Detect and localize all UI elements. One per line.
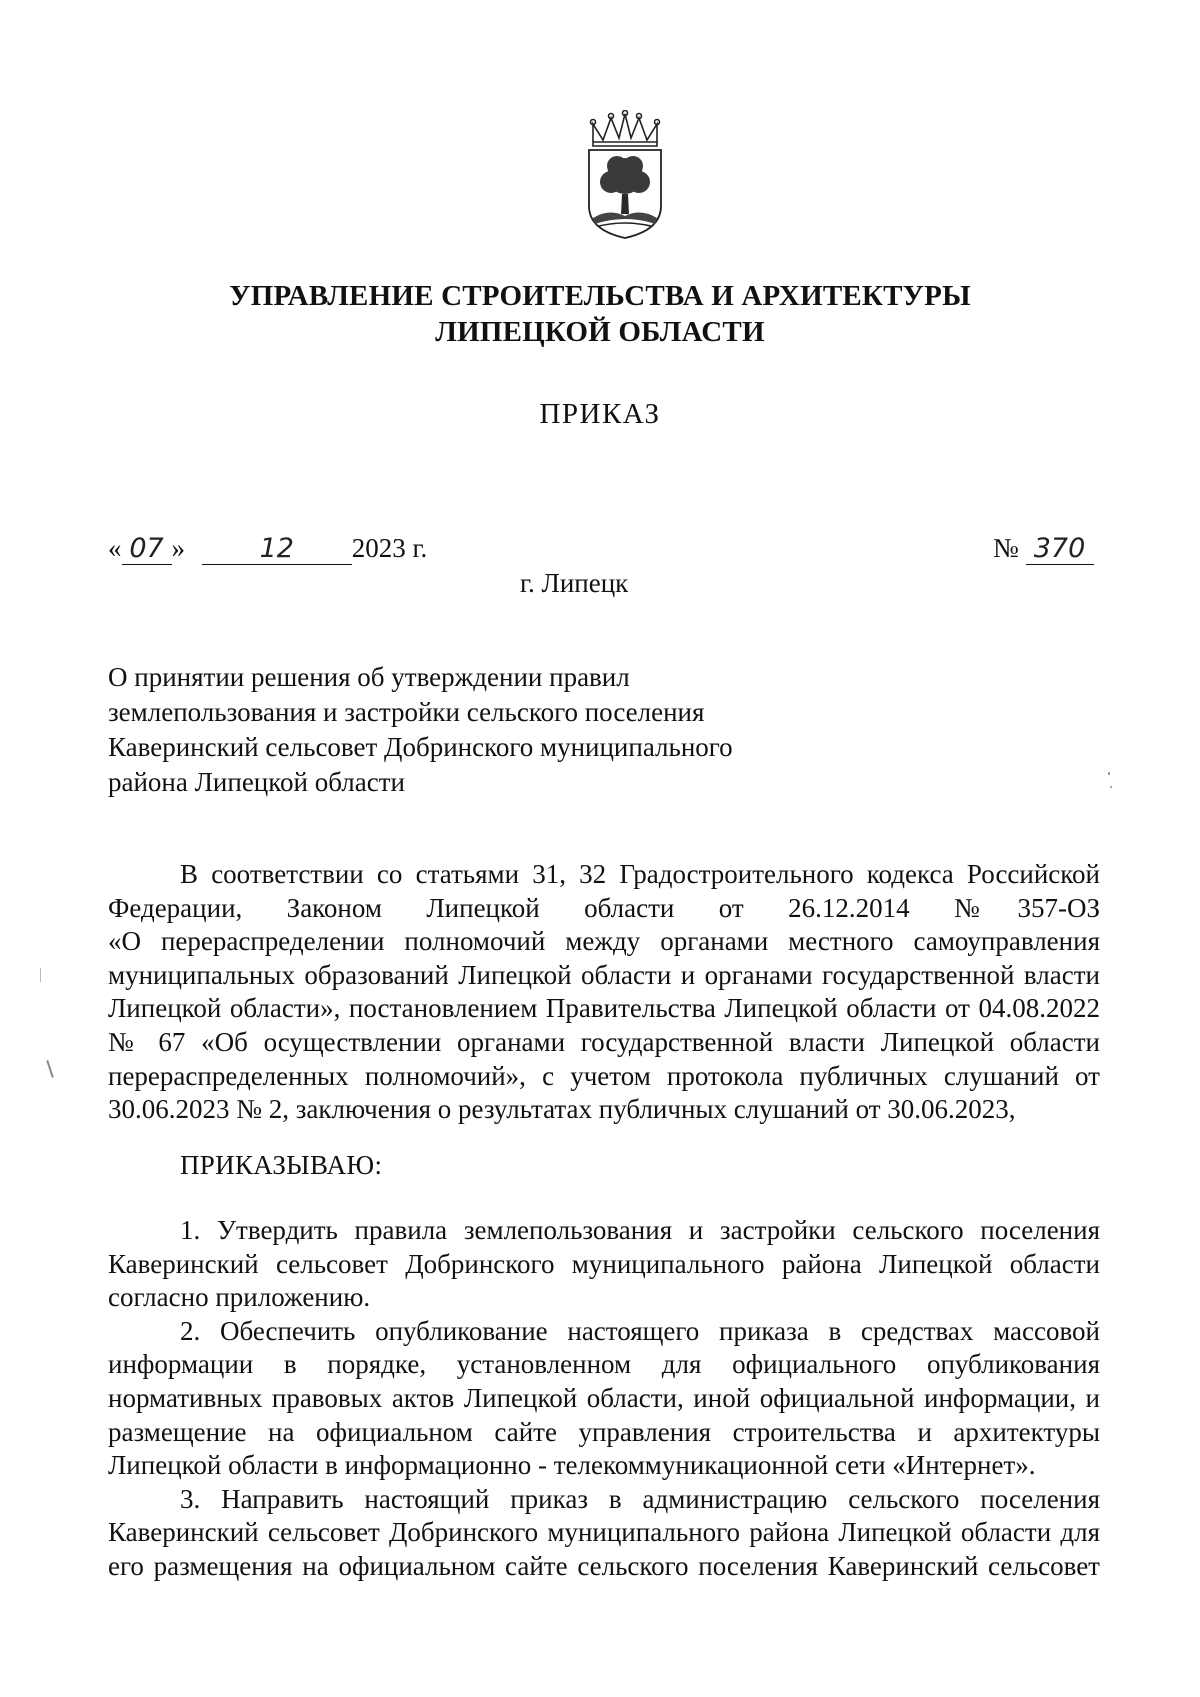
order-word: ПРИКАЗЫВАЮ: [180, 1150, 383, 1180]
date-open-quote: « [108, 533, 122, 563]
document-number [993, 533, 1094, 565]
preamble-paragraph [108, 858, 1100, 1127]
date-close-quote: » [171, 533, 185, 563]
item-line: размещение на официальном сайте управления строительства и архитектуры [108, 1416, 1100, 1447]
text-line: перераспределенных полномочий», с учетом протокола публичных слушаний от [108, 1060, 1100, 1091]
text-line: В соответствии со статьями 31, 32 Градостроительного кодекса Российской [180, 859, 1100, 889]
lipetsk-coat-of-arms-icon [575, 110, 675, 242]
item-line: Каверинский сельсовет Добринского муниципального района Липецкой области для [108, 1517, 1100, 1548]
text-line: Федерации, Законом Липецкой области от 26.12.2014 №357-ОЗ [108, 892, 1100, 923]
subject-line: района Липецкой области [108, 767, 405, 797]
scan-speck [1108, 772, 1110, 775]
date-month: 12 [202, 533, 352, 565]
scan-speck [1110, 786, 1112, 788]
text-line: 30.06.2023 № 2, заключения о результатах публичных слушаний от 30.06.2023, [108, 1094, 1016, 1125]
organization-title [120, 278, 1080, 350]
text-line: «О перераспределении полномочий между органами местного самоуправления [108, 926, 1100, 957]
scan-speck [40, 968, 41, 982]
item-line: 1. Утвердить правила землепользования и застройки сельского поселения [180, 1215, 1100, 1245]
subject-line: О принятии решения об утверждении правил [108, 662, 630, 692]
text-line: Липецкой области», постановлением Правительства Липецкой области от 04.08.2022 [108, 993, 1100, 1024]
number-sign: № [993, 533, 1019, 563]
document-type: ПРИКАЗ [539, 398, 661, 430]
item-line: информации в порядке, установленном для официального опубликования [108, 1349, 1100, 1380]
item-line: 3. Направить настоящий приказ в администрацию сельского поселения [180, 1483, 1100, 1514]
item-line: его размещения на официальном сайте сельского поселения Каверинский сельсовет [108, 1550, 1100, 1581]
document-subject [108, 660, 733, 800]
item-line: согласно приложению. [108, 1282, 371, 1313]
item-line: нормативных правовых актов Липецкой области, иной официальной информации, и [108, 1382, 1100, 1413]
subject-line: Каверинский сельсовет Добринского муниципального [108, 732, 733, 762]
order-items [108, 1214, 1100, 1584]
number-value: 370 [1026, 533, 1094, 565]
item-line: 2. Обеспечить опубликование настоящего приказа в средствах массовой [180, 1315, 1100, 1346]
item-line: Липецкой области в информационно - телекоммуникационной сети «Интернет». [108, 1450, 1036, 1481]
organization-title-line1: УПРАВЛЕНИЕ СТРОИТЕЛЬСТВА И АРХИТЕКТУРЫ [229, 280, 971, 312]
date-year: 2023 г. [351, 533, 428, 563]
scan-speck [46, 1060, 53, 1078]
subject-line: землепользования и застройки сельского поселения [108, 697, 705, 727]
document-date [108, 533, 427, 565]
text-line: № 67 «Об осуществлении органами государственной власти Липецкой области [108, 1026, 1100, 1057]
document-city: г. Липецк [520, 568, 629, 598]
text-line: муниципальных образований Липецкой области и органами государственной власти [108, 959, 1100, 990]
date-day: 07 [122, 533, 172, 565]
item-line: Каверинский сельсовет Добринского муниципального района Липецкой области [108, 1248, 1100, 1279]
organization-title-line2: ЛИПЕЦКОЙ ОБЛАСТИ [435, 316, 765, 348]
